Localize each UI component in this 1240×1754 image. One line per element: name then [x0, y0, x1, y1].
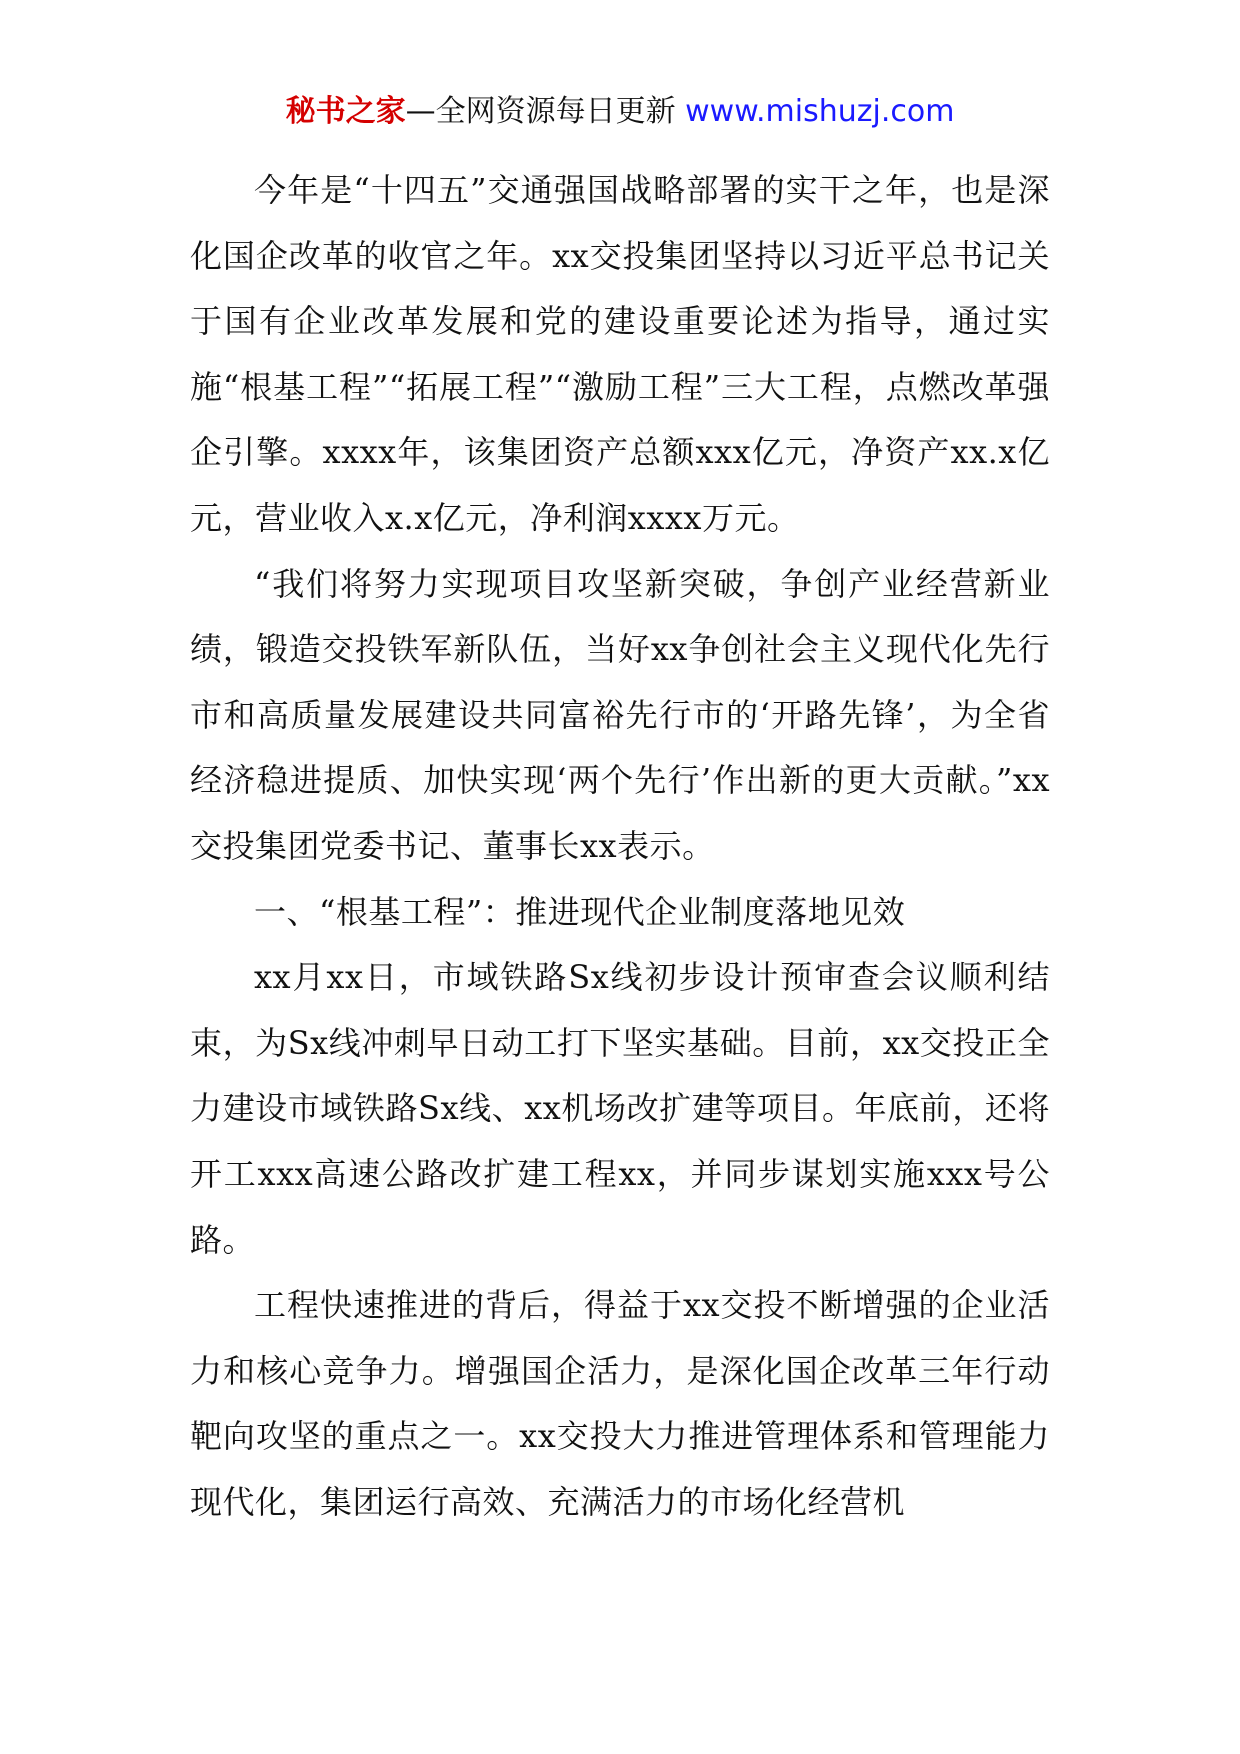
paragraph-intro: 今年是“十四五”交通强国战略部署的实干之年，也是深化国企改革的收官之年。xx交投集团坚持以习近平总书记关于国有企业改革发展和党的建设重要论述为指导，通过实施“根基工程”“拓展工程”“激励工程”三大工程，点燃改革强企引擎。xxxx年，该集团资产总额xxx亿元，净资产xx.x亿元，营业收入x.x亿元，净利润xxxx万元。 — [190, 171, 1050, 537]
paragraph-quote: “我们将努力实现项目攻坚新突破，争创产业经营新业绩，锻造交投铁军新队伍，当好xx争创社会主义现代化先行市和高质量发展建设共同富裕先行市的‘开路先锋’，为全省经济稳进提质、加快实现‘两个先行’作出新的更大贡献。”xx交投集团党委书记、董事长xx表示。 — [190, 564, 1050, 865]
header-tagline: —全网资源每日更新 — [405, 94, 676, 129]
page-header — [0, 92, 1240, 132]
header-url-link[interactable]: www.mishuzj.com — [685, 94, 955, 129]
paragraph-enterprise-vitality: 工程快速推进的背后，得益于xx交投不断增强的企业活力和核心竞争力。增强国企活力，是深化国企改革三年行动靶向攻坚的重点之一。xx交投大力推进管理体系和管理能力现代化，集团运行高效、充满活力的市场化经营机 — [190, 1286, 1050, 1521]
brand-name: 秘书之家 — [285, 94, 406, 129]
paragraph-railway-projects: xx月xx日，市域铁路Sx线初步设计预审查会议顺利结束，为Sx线冲刺早日动工打下坚实基础。目前，xx交投正全力建设市域铁路Sx线、xx机场改扩建等项目。年底前，还将开工xxx高速公路改扩建工程xx，并同步谋划实施xxx号公路。 — [190, 958, 1050, 1259]
section-heading-1: 一、“根基工程”：推进现代企业制度落地见效 — [254, 892, 906, 931]
document-body — [190, 158, 1050, 1535]
